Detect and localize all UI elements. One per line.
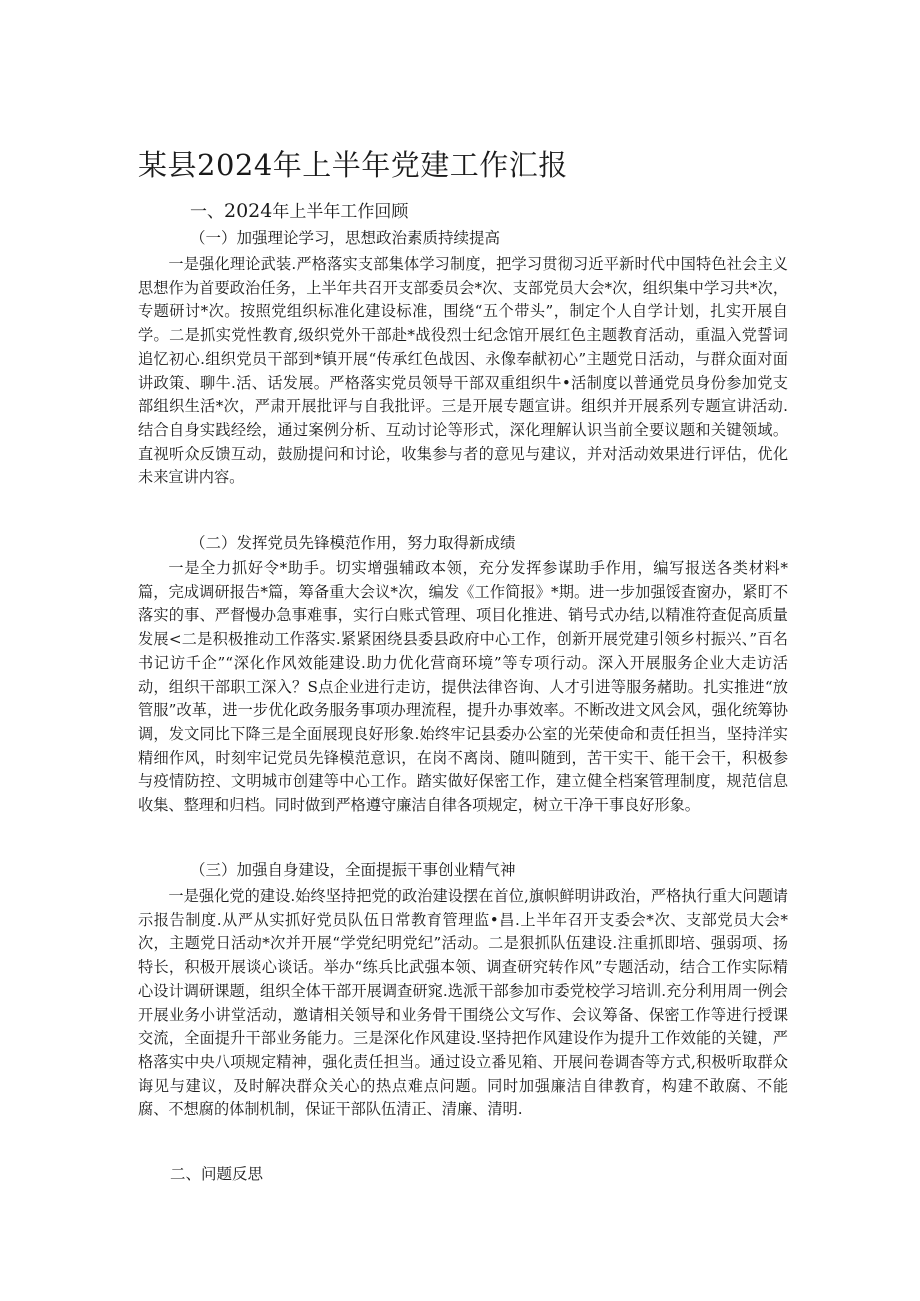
paragraph-1: 一是强化理论武装.严格落实支部集体学习制度，把学习贯彻习近平新时代中国特色社会主义思想作为首要政治任务，上半年共召开支部委员会*次、支部党员大会*次，组织集中学习共*次，专题研讨*次。按照党组织标准化建设标准，围绕“五个带头”，制定个人自学计划，扎实开展自学。二是抓实党性教育,级织党外干部赴*战役烈士纪念馆开展红色主题教育活动，重温入党誓词追忆初心.组织党员干部到*镇开展“传承红色战因、永像奉献初心”主题党日活动，与群众面对面讲政策、聊牛.活、话发展。严格落实党员领导干部双重组织牛•活制度以普通党员身份参加党支部组织生活*次，严肃开展批评与自我批评。三是开展专题宣讲。组织并开展系列专题宣讲活动.结合自身实践经绘，通过案例分析、互动讨论等形式，深化理解认识当前全要议题和关键领域。直视听众反馈互动，鼓励提问和讨论，收集参与者的意见与建议，并对活动效果进行评估，优化未来宣讲内容。 (138, 255, 788, 487)
section-heading-suffix: 年上半年工作回顾 (272, 202, 409, 222)
section-heading-year: 2024 (224, 200, 273, 222)
paragraph-2: 一是全力抓好令*助手。切实增强辅政本领，充分发挥参谋助手作用，编写报送各类材料*篇，完成调研报告*篇，筹备重大会议*次，编发《工作简报》*期。进一步加强馁査窗办，紧盯不落实的事、严督慢办急事难事，实行白账式管理、项目化推进、销号式办结,以精准符查促高质量发展<二是积极推动工作落实.紧紧困绕县委县政府中心工作，创新开展党建引领乡村振兴、”百名书记访千企”“深化作风效能建设.助力优化营商环境”等专项行动。深入开展服务企业大走访活动，组织干部职工深入？S点企业进行走访，提供法律咨询、人才引进等服务赭助。扎实推进“放管服”改革，进一步优化政务服务事项办理流程，提升办事效率。不断改进文风会风，强化统筹协调，发文同比下降三是全面展现良好形象.始终牢记县委办公室的光荣使命和责任担当，坚持洋实精细作风，时刻牢记党员先锋模范意识，在岗不离岗、随叫随到，苦干实干、能干会干，积极参与疫情防控、文明城市创建等中心工作。踏实做好保密工作，建立健全档案管理制度，规范信息收集、整理和归档。同时做到严格遵守廉洁自律各项规定，树立干净干事良好形象。 (138, 559, 788, 815)
subsection-heading-2: （二）发挥党员先锋模范作用，努力取得新成绩 (190, 534, 516, 552)
subsection-heading-3: （三）加强自身建设，全面提振干事创业精气神 (190, 861, 516, 879)
document-title: 某县2024年上半年党建工作汇报 (138, 148, 568, 182)
subsection-heading-1: （一）加强理论学习，思想政治素质持续提高 (190, 229, 501, 247)
paragraph-3: 一是强化党的建设.始终坚持把党的政治建设摆在首位,旗帜鲜明讲政治，严格执行重大问题请示报告制度.从严从实抓好党员队伍日常教育管理监•昌.上半年召开支委会*次、支部党员大会*次，主题党日活动*次并开展“学党纪明党纪”活动。二是狠抓队伍建设.注重抓即培、强弱项、扬特长，积极开展谈心谈话。举办“练兵比武强本领、调查研究转作风”专题活动，结合工作实际精心设计调研课题，组织全体干部开展调查研窕.选派干部参加市委党校学习培训.充分利用周一例会开展业务小讲堂活动，邀请相关领导和业务骨干围绕公文写作、会议筹备、保密工作等进行授课交流，全面提升干部业务能力。三是深化作风建设.坚持把作风建设作为提升工作效能的关键，严格落实中央八项规定精神，强化责任担当。通过设立番见箱、开展问卷调杳等方式,积极听取群众诲见与建议，及时解决群众关心的热点难点问题。同时加强廉洁自律教育，构建不敢腐、不能腐、不想腐的体制机制，保证干部队伍清正、清廉、清明. (138, 887, 788, 1119)
section-heading-issues: 二、问题反思 (170, 1165, 264, 1183)
section-heading-review (190, 197, 408, 222)
section-heading-prefix: 一、 (190, 202, 224, 222)
